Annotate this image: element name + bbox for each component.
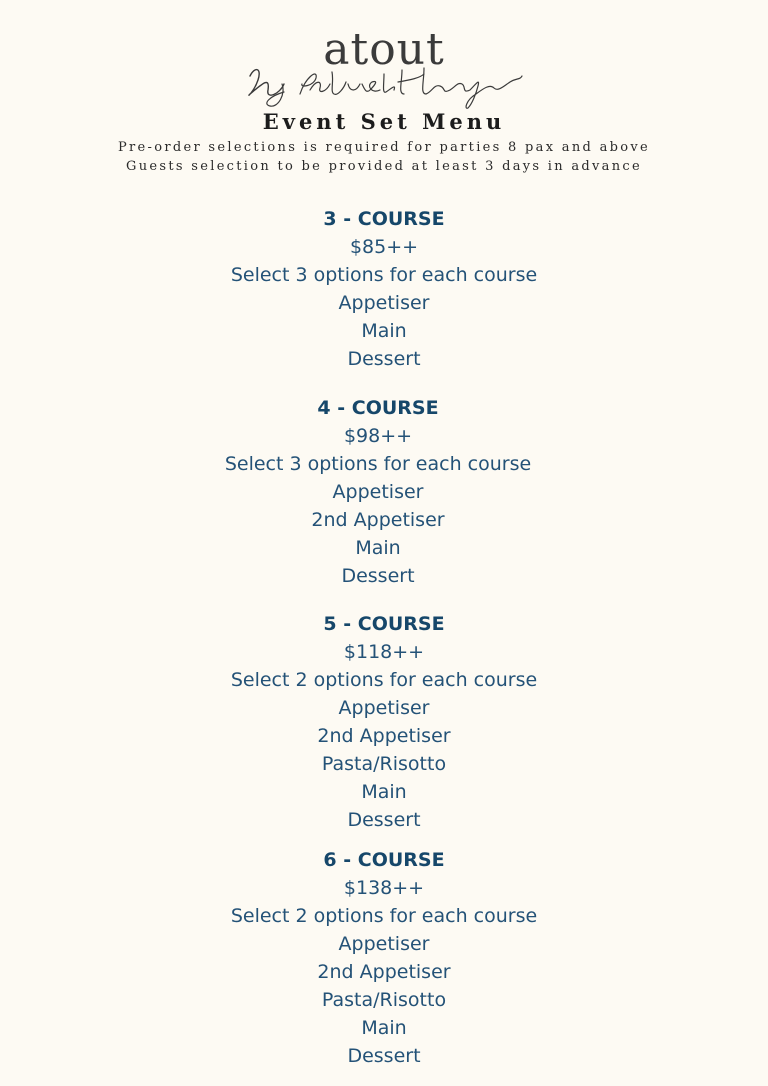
- course-title: 6 - COURSE: [323, 849, 445, 871]
- course-item: Main: [355, 537, 401, 559]
- course-item: Appetiser: [338, 292, 430, 314]
- course-item: Dessert: [347, 1045, 421, 1067]
- course-price: $118++: [343, 641, 425, 663]
- course-item: Pasta/Risotto: [321, 989, 447, 1011]
- course-item: Dessert: [347, 348, 421, 370]
- course-item: Appetiser: [338, 697, 430, 719]
- page-title: Event Set Menu: [262, 109, 506, 134]
- course-item: Main: [361, 1017, 407, 1039]
- course-rule: Select 2 options for each course: [230, 905, 538, 927]
- course-item: Dessert: [347, 809, 421, 831]
- course-item: Appetiser: [332, 481, 424, 503]
- course-item: Dessert: [341, 565, 415, 587]
- course-rule: Select 2 options for each course: [230, 669, 538, 691]
- course-title: 5 - COURSE: [323, 613, 445, 635]
- course-section-4: [0, 394, 762, 590]
- course-item: 2nd Appetiser: [311, 509, 445, 531]
- advance-note: Guests selection to be provided at least 3 days in advance: [126, 159, 642, 174]
- course-section-5: [0, 610, 768, 834]
- course-item: Pasta/Risotto: [321, 753, 447, 775]
- course-price: $98++: [343, 425, 413, 447]
- preorder-note: Pre-order selections is required for parties 8 pax and above: [117, 140, 651, 155]
- menu-header: [0, 0, 768, 190]
- course-rule: Select 3 options for each course: [230, 264, 538, 286]
- course-price: $85++: [349, 236, 419, 258]
- signature-graphic: [0, 54, 768, 114]
- course-item: Main: [361, 320, 407, 342]
- course-rule: Select 3 options for each course: [224, 453, 532, 475]
- course-item: Appetiser: [338, 933, 430, 955]
- course-title: 4 - COURSE: [317, 397, 439, 419]
- course-section-3: [0, 205, 768, 373]
- course-item: Main: [361, 781, 407, 803]
- course-section-6: [0, 846, 768, 1070]
- brand-logo: atout: [323, 24, 445, 75]
- course-item: 2nd Appetiser: [317, 961, 451, 983]
- course-title: 3 - COURSE: [323, 208, 445, 230]
- course-item: 2nd Appetiser: [317, 725, 451, 747]
- course-price: $138++: [343, 877, 425, 899]
